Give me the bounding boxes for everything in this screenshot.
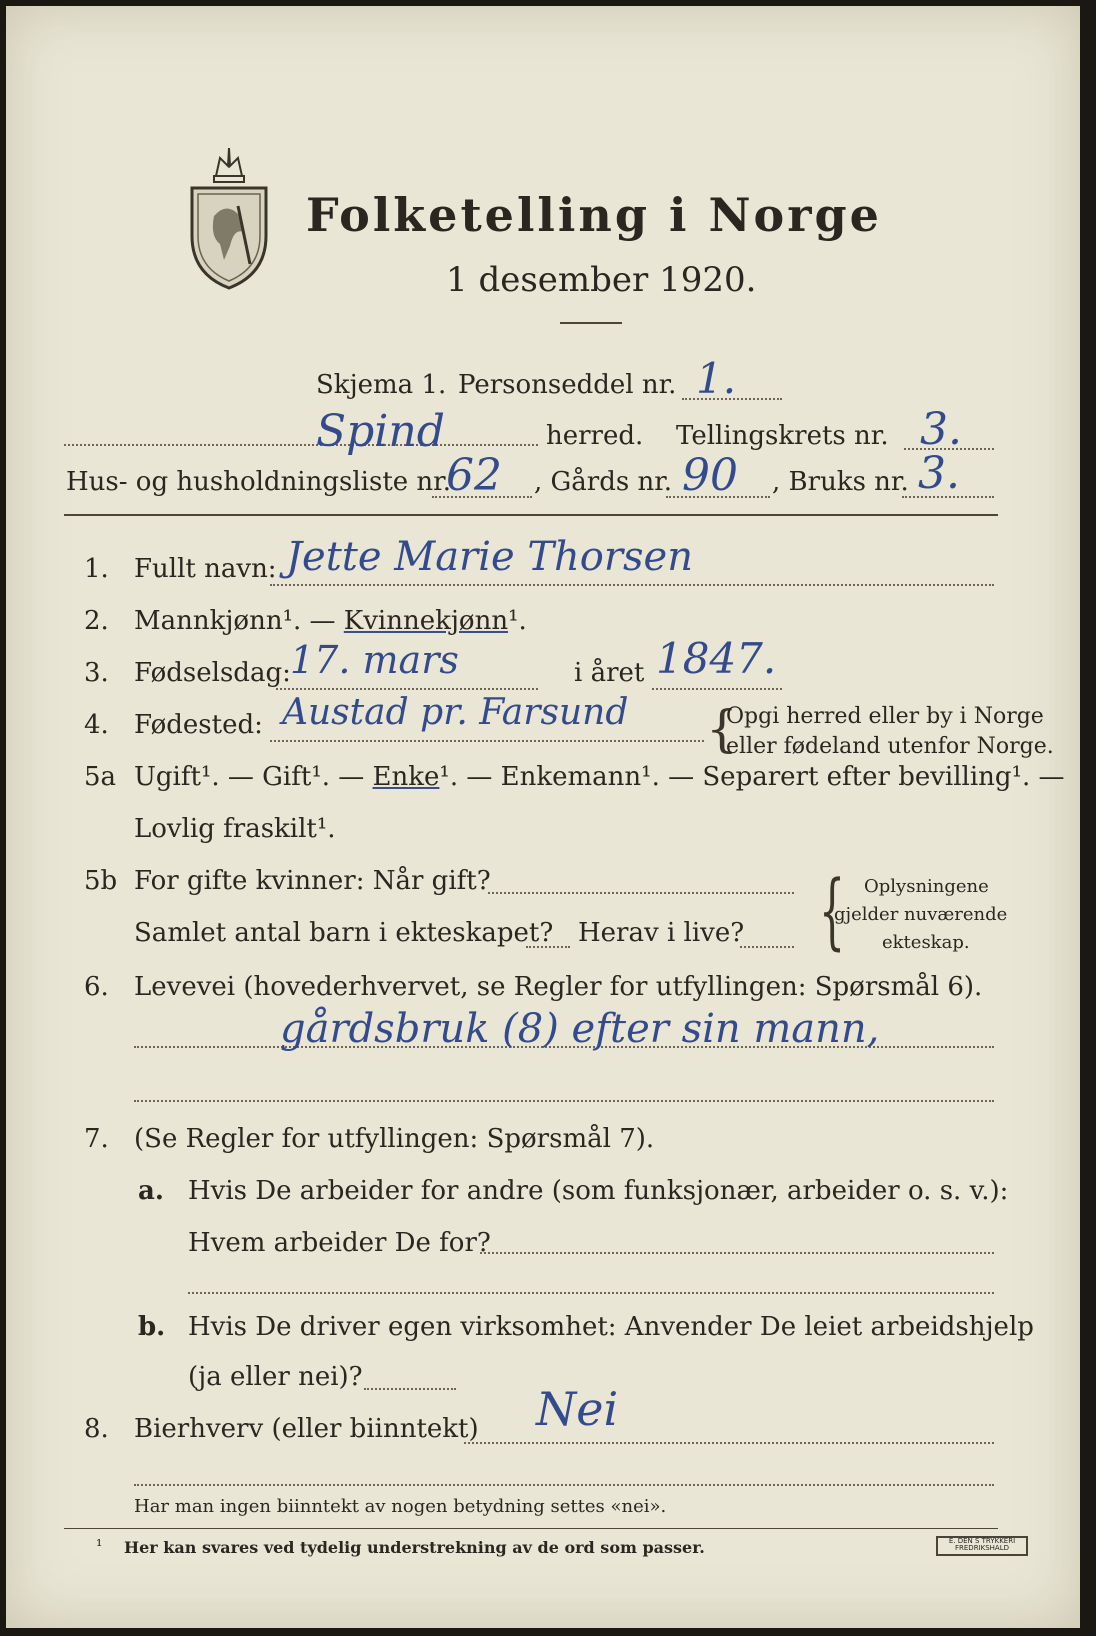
gards-value: 90 <box>682 450 738 501</box>
q2-underlined-option: Kvinnekjønn <box>343 606 509 636</box>
q8-label: Bierhverv (eller biinntekt) <box>134 1414 479 1444</box>
q3-day-line <box>276 688 538 690</box>
q7b-line <box>364 1388 456 1390</box>
q5a-number: 5a <box>84 762 117 792</box>
q8-line <box>464 1442 994 1444</box>
form-title: Folketelling i Norge <box>306 188 882 242</box>
q7b-letter: b. <box>138 1312 166 1342</box>
coat-of-arms-icon <box>184 136 274 296</box>
herred-label: herred. <box>546 421 644 451</box>
q7b-line-2: (ja eller nei)? <box>188 1362 363 1392</box>
title-divider <box>560 322 622 324</box>
q5b-label-3: Herav i live? <box>578 918 745 948</box>
q8-value: Nei <box>536 1382 619 1436</box>
printer-stamp: E. DEN S TRYKKERI FREDRIKSHALD <box>936 1536 1028 1556</box>
census-date: 1 desember 1920. <box>446 260 757 300</box>
q3-year-label: i året <box>574 658 645 688</box>
q5b-label-1: For gifte kvinner: Når gift? <box>134 866 491 896</box>
footer-divider <box>64 1528 998 1529</box>
hus-label: Hus- og husholdningsliste nr. <box>66 467 452 497</box>
q5b-label-2: Samlet antal barn i ekteskapet? <box>134 918 554 948</box>
q7-number: 7. <box>84 1124 109 1154</box>
q4-line <box>270 740 704 742</box>
skjema-label: Skjema 1. <box>316 370 447 400</box>
q6-line-2 <box>134 1100 994 1102</box>
q4-number: 4. <box>84 710 109 740</box>
q5b-note-2: gjelder nuværende <box>834 904 1008 925</box>
q5a-line-2: Lovlig fraskilt¹. <box>134 814 336 844</box>
footnote-mark: ¹ <box>96 1536 103 1555</box>
footer-note: Har man ingen biinntekt av nogen betydning settes «nei». <box>134 1496 667 1517</box>
hus-value: 62 <box>446 450 502 501</box>
gards-label: , Gårds nr. <box>534 467 673 497</box>
tellingskrets-label: Tellingskrets nr. <box>676 421 889 451</box>
q8-extra-line <box>134 1484 994 1486</box>
q3-number: 3. <box>84 658 109 688</box>
q7a-extra-line <box>188 1292 994 1294</box>
q7a-letter: a. <box>138 1176 164 1206</box>
q8-number: 8. <box>84 1414 109 1444</box>
q3-year-value: 1847. <box>656 634 777 683</box>
q1-label: Fullt navn: <box>134 554 277 584</box>
q5b-note-3: ekteskap. <box>882 932 970 953</box>
q5b-alive-line <box>740 946 794 948</box>
q7a-line-1: Hvis De arbeider for andre (som funksjonær, arbeider o. s. v.): <box>188 1176 1009 1206</box>
bruks-label: , Bruks nr. <box>772 467 909 497</box>
q4-note-1: Opgi herred eller by i Norge <box>726 704 1044 729</box>
q7b-line-1: Hvis De driver egen virksomhet: Anvender De leiet arbeidshjelp <box>188 1312 1034 1342</box>
q1-line <box>270 584 994 586</box>
q5a-underlined-option: Enke <box>372 762 440 792</box>
q2-label: Mannkjønn¹. — Kvinnekjønn¹. <box>134 606 527 636</box>
census-form <box>6 6 1080 1628</box>
q5b-number: 5b <box>84 866 118 896</box>
q5b-note-1: Oplysningene <box>864 876 989 897</box>
personseddel-value: 1. <box>696 354 737 403</box>
q3-label: Fødselsdag: <box>134 658 291 688</box>
q1-value: Jette Marie Thorsen <box>286 534 693 580</box>
q6-label: Levevei (hovederhvervet, se Regler for utfyllingen: Spørsmål 6). <box>134 972 983 1002</box>
section-divider <box>64 514 998 516</box>
q3-year-line <box>652 688 782 690</box>
q7a-line-2: Hvem arbeider De for? <box>188 1228 491 1258</box>
q7-label: (Se Regler for utfyllingen: Spørsmål 7). <box>134 1124 655 1154</box>
q6-value: gårdsbruk (8) efter sin mann, <box>280 1006 880 1052</box>
q6-number: 6. <box>84 972 109 1002</box>
herred-value: Spind <box>316 406 445 457</box>
q5b-brace: { <box>819 864 846 959</box>
bruks-value: 3. <box>918 448 960 499</box>
herred-line <box>64 444 538 446</box>
q7a-line <box>480 1252 994 1254</box>
q4-value: Austad pr. Farsund <box>282 692 629 733</box>
q2-number: 2. <box>84 606 109 636</box>
q5a-line-1: Ugift¹. — Gift¹. — Enke¹. — Enkemann¹. — Separert efter bevilling¹. — <box>134 762 1065 792</box>
q4-note-2: eller fødeland utenfor Norge. <box>726 734 1054 759</box>
tellingskrets-value: 3. <box>920 404 962 455</box>
footnote: Her kan svares ved tydelig understrekning av de ord som passer. <box>124 1538 705 1557</box>
q5b-children-line <box>526 946 570 948</box>
q3-day-value: 17. mars <box>290 638 459 682</box>
personseddel-label: Personseddel nr. <box>458 370 677 400</box>
q1-number: 1. <box>84 554 109 584</box>
q5b-married-line <box>488 892 794 894</box>
q4-label: Fødested: <box>134 710 263 740</box>
q4-brace: { <box>706 700 738 758</box>
